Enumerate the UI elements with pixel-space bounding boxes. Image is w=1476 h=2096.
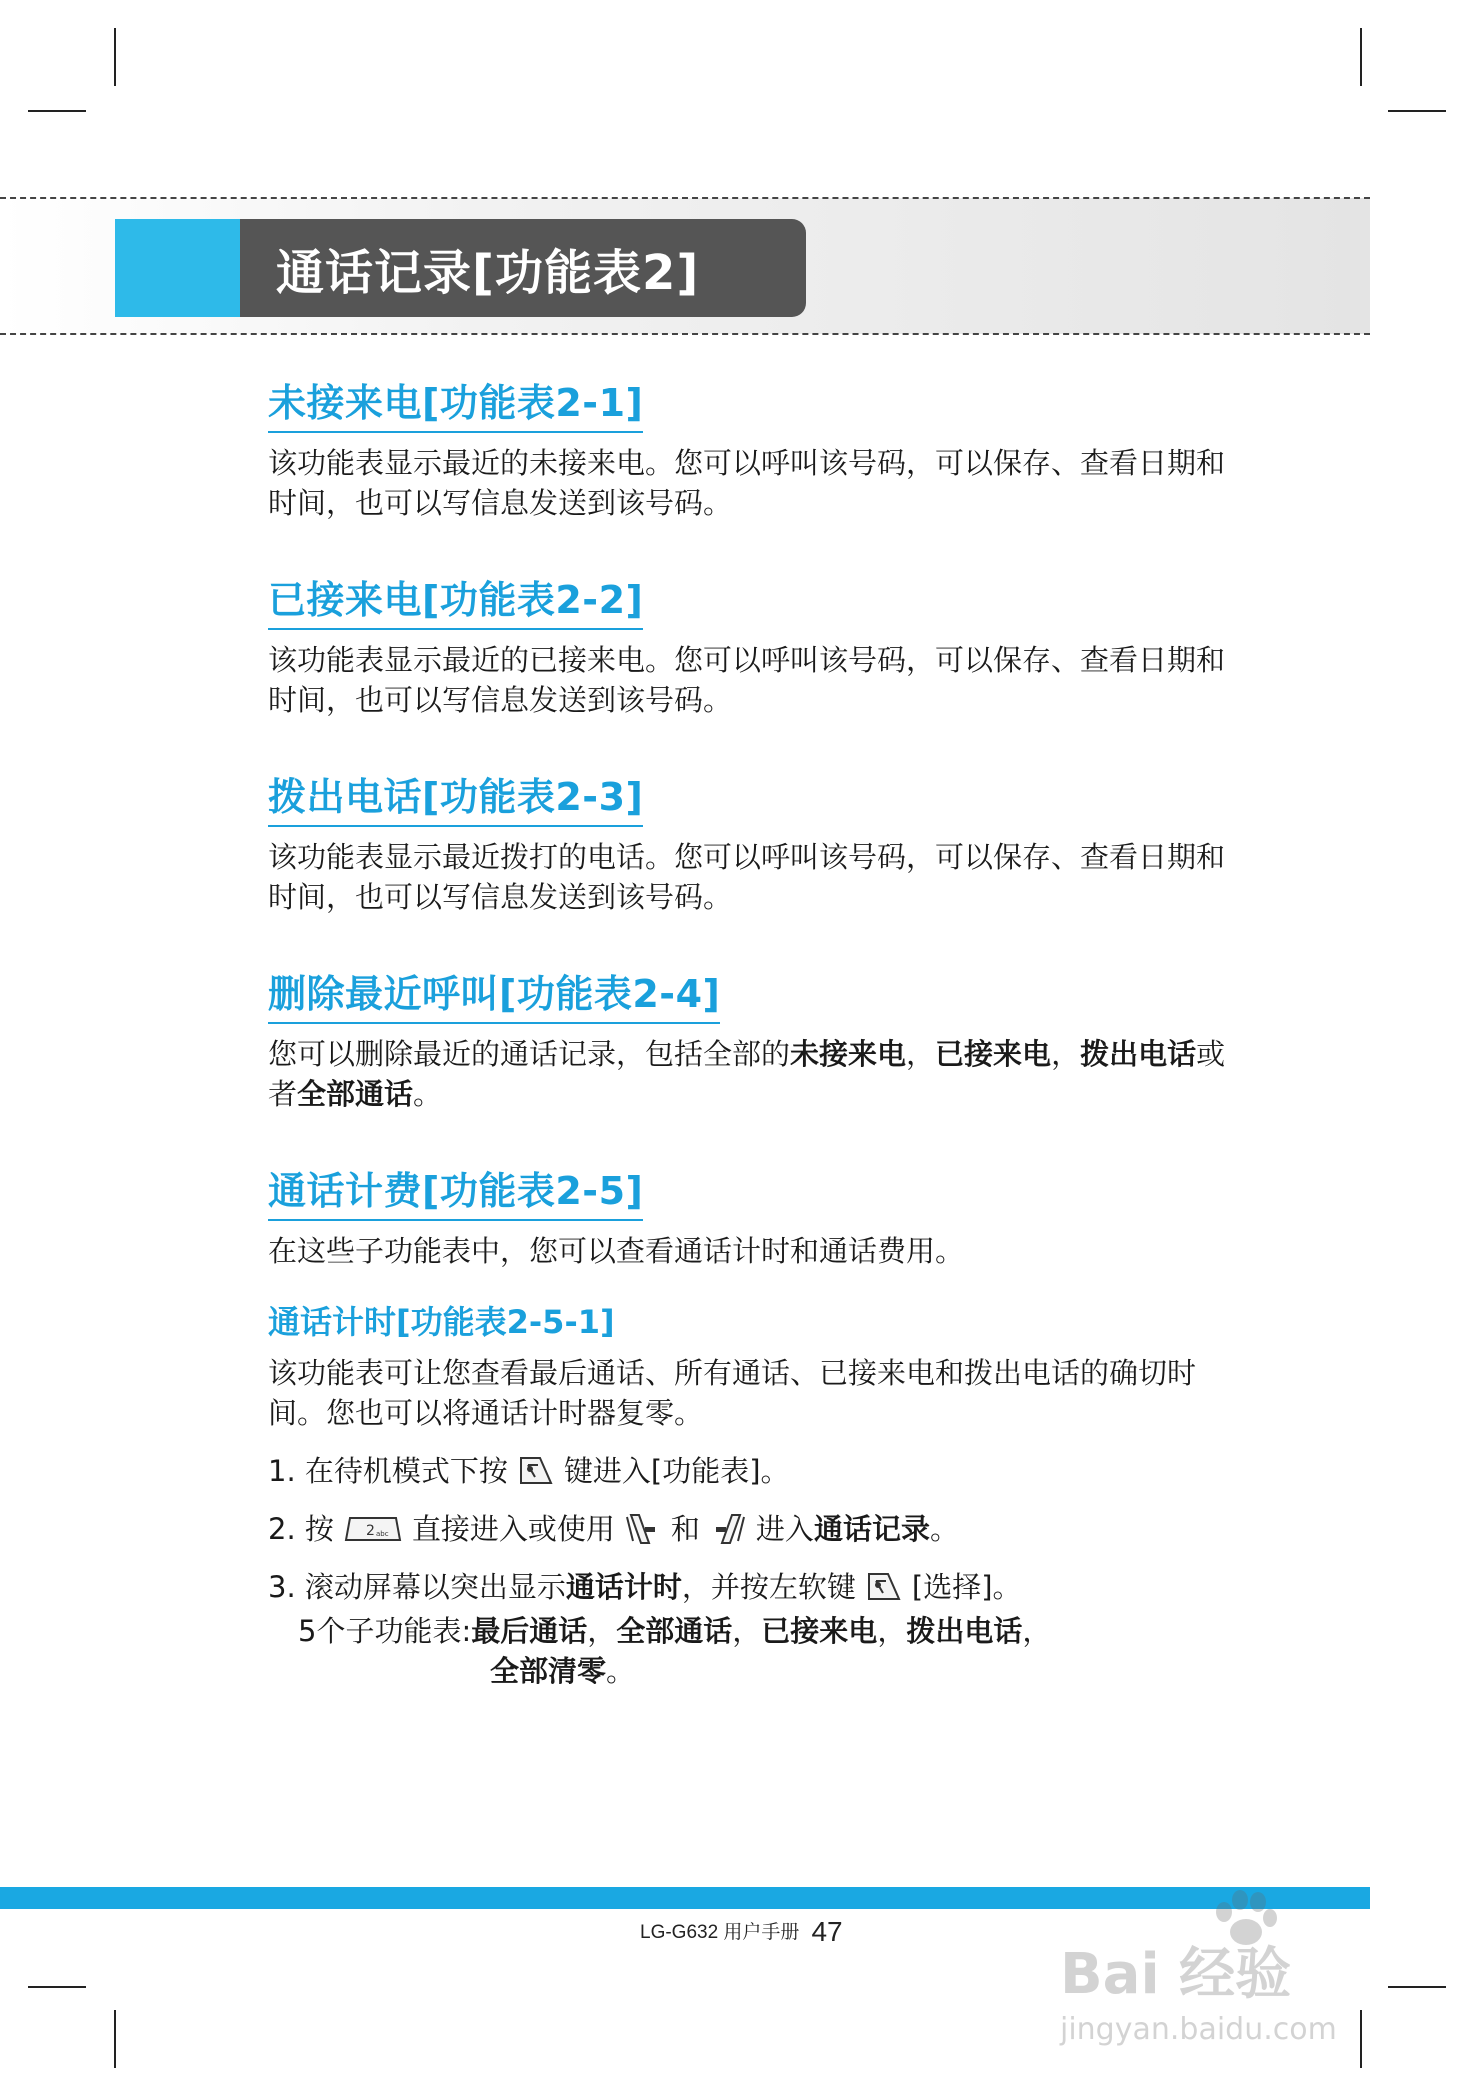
section-dialed-calls <box>268 766 1238 917</box>
header-tab <box>115 219 243 317</box>
section-text: 该功能表显示最近的未接来电。您可以呼叫该号码，可以保存、查看日期和时间，也可以写信息发送到该号码。 <box>268 446 1226 520</box>
section-heading: 通话计费[功能表2-5] <box>268 1160 643 1221</box>
text-bold: 拨出电话 <box>1080 1037 1197 1071</box>
subsection-call-duration <box>268 1297 1238 1691</box>
step-text: 3. 滚动屏幕以突出显示 <box>268 1570 566 1604</box>
step-3 <box>268 1567 1238 1607</box>
text-bold: 全部清零 <box>490 1654 607 1688</box>
watermark-url: jingyan.baidu.com <box>1060 2012 1337 2047</box>
submenu-list <box>268 1611 1238 1651</box>
left-softkey-icon <box>518 1455 554 1487</box>
submenu-list-cont <box>268 1651 1238 1691</box>
text-bold: 未接来电 <box>790 1037 907 1071</box>
text-bold: 全部通话 <box>297 1077 414 1111</box>
crop-mark <box>28 1986 86 1988</box>
section-heading: 删除最近呼叫[功能表2-4] <box>268 963 720 1024</box>
section-call-charges <box>268 1160 1238 1271</box>
text-bold: 已接来电 <box>761 1614 878 1648</box>
section-text: 在这些子功能表中，您可以查看通话计时和通话费用。 <box>268 1234 965 1268</box>
step-text: 1. 在待机模式下按 <box>268 1454 508 1488</box>
footer-manual: LG-G632 用户手册 <box>640 1922 800 1943</box>
page-title-box <box>240 219 806 317</box>
nav-up-key-icon <box>625 1513 661 1545</box>
section-text: 该功能表显示最近的已接来电。您可以呼叫该号码，可以保存、查看日期和时间，也可以写信息发送到该号码。 <box>268 643 1226 717</box>
text-run: ， <box>906 1037 936 1071</box>
text-run: ， <box>732 1614 762 1648</box>
watermark <box>1060 1890 1400 2050</box>
section-missed-calls <box>268 372 1238 523</box>
text-bold: 已接来电 <box>935 1037 1052 1071</box>
header-dash-top <box>0 197 1370 199</box>
crop-mark <box>1388 110 1446 112</box>
step-text: 键进入[功能表]。 <box>563 1454 790 1488</box>
footer <box>640 1916 843 1948</box>
number-2-key-icon <box>344 1514 402 1544</box>
text-run: ， <box>1022 1614 1052 1648</box>
left-softkey-icon <box>866 1571 902 1603</box>
subsection-text: 该功能表可让您查看最后通话、所有通话、已接来电和拨出电话的确切时间。您也可以将通话计时器复零。 <box>268 1356 1197 1430</box>
page-title: 通话记录[功能表2] <box>276 244 700 301</box>
section-delete-recent <box>268 963 1238 1114</box>
step-text-bold: 通话记录 <box>813 1512 930 1546</box>
crop-mark <box>114 28 116 86</box>
page-number: 47 <box>811 1916 843 1947</box>
step-text: 进入 <box>755 1512 814 1546</box>
text-bold: 全部通话 <box>616 1614 733 1648</box>
step-text: 。 <box>929 1512 959 1546</box>
crop-mark <box>28 110 86 112</box>
text-run: 或者 <box>268 1037 1226 1111</box>
step-text-bold: 通话计时 <box>565 1570 682 1604</box>
step-text: 直接进入或使用 <box>411 1512 615 1546</box>
step-2 <box>268 1509 1238 1549</box>
section-heading: 已接来电[功能表2-2] <box>268 569 643 630</box>
text-run: 。 <box>413 1077 443 1111</box>
text-run: 5个子功能表: <box>298 1614 472 1648</box>
section-heading: 拨出电话[功能表2-3] <box>268 766 643 827</box>
section-text <box>268 1034 1238 1114</box>
step-1 <box>268 1451 1238 1491</box>
main-content <box>268 372 1238 1691</box>
watermark-brand: Bai 经验 <box>1060 1942 1292 2007</box>
text-run: ， <box>877 1614 907 1648</box>
section-received-calls <box>268 569 1238 720</box>
text-run: ， <box>1051 1037 1081 1071</box>
nav-down-key-icon <box>710 1513 746 1545</box>
step-text: [选择]。 <box>911 1570 1022 1604</box>
subsection-heading: 通话计时[功能表2-5-1] <box>268 1303 615 1341</box>
step-text: 2. 按 <box>268 1512 334 1546</box>
text-run: 。 <box>606 1654 636 1688</box>
crop-mark <box>114 2010 116 2068</box>
crop-mark <box>1360 28 1362 86</box>
text-run: 您可以删除最近的通话记录，包括全部的 <box>268 1037 791 1071</box>
text-bold: 拨出电话 <box>906 1614 1023 1648</box>
header-dash-bottom <box>0 333 1370 335</box>
key-sublabel: abc <box>375 1530 389 1538</box>
step-text: ，并按左软键 <box>681 1570 856 1604</box>
section-heading: 未接来电[功能表2-1] <box>268 372 643 433</box>
text-run: ， <box>587 1614 617 1648</box>
step-text: 和 <box>670 1512 700 1546</box>
key-label: 2 <box>365 1523 375 1539</box>
text-bold: 最后通话 <box>471 1614 588 1648</box>
section-text: 该功能表显示最近拨打的电话。您可以呼叫该号码，可以保存、查看日期和时间，也可以写信息发送到该号码。 <box>268 840 1226 914</box>
